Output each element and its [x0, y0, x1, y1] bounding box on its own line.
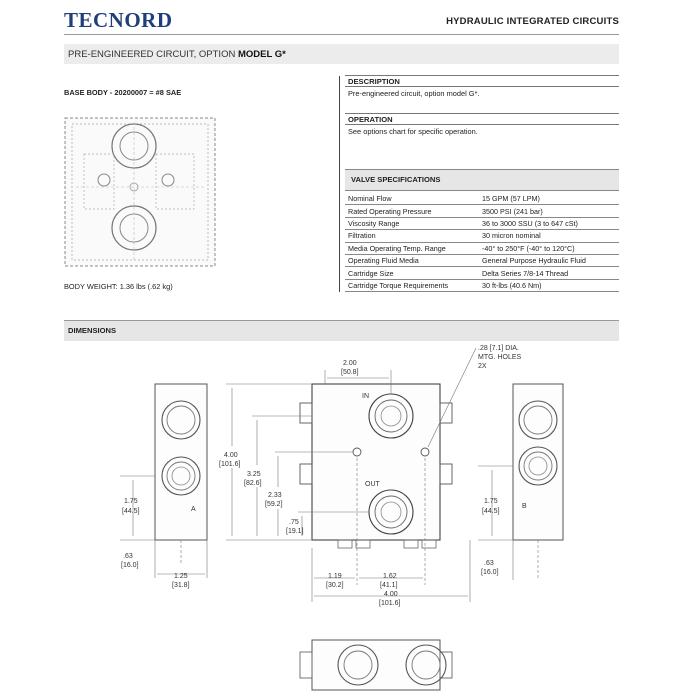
description-rule [345, 75, 619, 76]
bottom-400-mm: [101.6] [379, 600, 401, 607]
port-b-label: B [522, 503, 527, 510]
spec-row [345, 193, 619, 205]
holes-note-line-2: MTG. HOLES [478, 354, 522, 361]
left-side-view [120, 384, 207, 589]
spec-value: 36 to 3000 SSU (3 to 647 cSt) [479, 217, 619, 229]
dimensions-title: DIMENSIONS [68, 326, 117, 335]
front-view [219, 345, 522, 607]
holes-note-line-3: 2X [478, 363, 487, 370]
spec-value: 30 micron nominal [479, 230, 619, 242]
port-a-label: A [191, 506, 196, 513]
spec-row [345, 217, 619, 229]
height-075-value: .75 [289, 519, 299, 526]
left-125-value: 1.25 [174, 573, 188, 580]
spec-label: Operating Fluid Media [345, 254, 479, 266]
body-weight-label: BODY WEIGHT: 1.36 lbs (.62 kg) [64, 282, 173, 291]
spec-value: -40° to 250°F (-40° to 120°C) [479, 242, 619, 254]
left-125-mm: [31.8] [172, 582, 190, 589]
base-body-drawing [64, 114, 220, 270]
left-175-value: 1.75 [124, 498, 138, 505]
top-width-value: 2.00 [343, 360, 357, 367]
spec-label: Nominal Flow [345, 193, 479, 205]
right-side-view [478, 384, 563, 580]
category-title: HYDRAULIC INTEGRATED CIRCUITS [446, 16, 619, 27]
top-width-mm: [50.8] [341, 369, 359, 376]
height-total-value: 4.00 [224, 452, 238, 459]
height-total-mm: [101.6] [219, 461, 241, 468]
spec-value: General Purpose Hydraulic Fluid [479, 254, 619, 266]
right-063-mm: [16.0] [481, 569, 499, 576]
spec-value: Delta Series 7/8-14 Thread [479, 267, 619, 279]
valve-specifications-title: VALVE SPECIFICATIONS [351, 175, 441, 184]
operation-text: See options chart for specific operation. [348, 127, 478, 136]
port-out-label: OUT [365, 481, 380, 488]
model-name: MODEL G* [237, 49, 286, 60]
operation-title: OPERATION [348, 115, 393, 124]
spec-row [345, 205, 619, 217]
operation-rule [345, 113, 619, 114]
operation-underline [345, 124, 619, 125]
height-325-value: 3.25 [247, 471, 261, 478]
right-175-mm: [44.5] [482, 508, 500, 515]
spec-label: Viscosity Range [345, 217, 479, 229]
spec-row [345, 279, 619, 291]
spec-label: Rated Operating Pressure [345, 205, 479, 217]
holes-note-line-1: .28 [7.1] DIA. [478, 345, 519, 352]
dimensions-header [64, 320, 619, 341]
bottom-400-value: 4.00 [384, 591, 398, 598]
left-063-value: .63 [123, 553, 133, 560]
spec-row [345, 267, 619, 279]
spec-row [345, 254, 619, 266]
spec-value: 3500 PSI (241 bar) [479, 205, 619, 217]
height-233-mm: [59.2] [265, 501, 283, 508]
right-175-value: 1.75 [484, 498, 498, 505]
height-233-value: 2.33 [268, 492, 282, 499]
circuit-title [68, 49, 286, 60]
bottom-162-value: 1.62 [383, 573, 397, 580]
spec-value: 30 ft-lbs (40.6 Nm) [479, 279, 619, 291]
right-063-value: .63 [484, 560, 494, 567]
spec-value: 15 GPM (57 LPM) [479, 193, 619, 205]
column-divider [339, 76, 340, 292]
bottom-119-value: 1.19 [328, 573, 342, 580]
spec-label: Cartridge Size [345, 267, 479, 279]
left-175-mm: [44.5] [122, 508, 140, 515]
dimensions-drawing [0, 340, 700, 700]
height-075-mm: [19.1] [286, 528, 304, 535]
spec-label: Filtration [345, 230, 479, 242]
height-325-mm: [82.6] [244, 480, 262, 487]
spec-row [345, 242, 619, 254]
header-rule [64, 34, 619, 35]
port-in-label: IN [362, 393, 369, 400]
spec-label: Media Operating Temp. Range [345, 242, 479, 254]
bottom-119-mm: [30.2] [326, 582, 344, 589]
description-underline [345, 86, 619, 87]
description-title: DESCRIPTION [348, 77, 400, 86]
spec-label: Cartridge Torque Requirements [345, 279, 479, 291]
bottom-view [300, 640, 452, 690]
brand-logo: TECNORD [64, 8, 173, 32]
valve-specifications-table [345, 193, 619, 292]
left-063-mm: [16.0] [121, 562, 139, 569]
base-body-label: BASE BODY - 20200007 = #8 SAE [64, 88, 182, 97]
spec-row [345, 230, 619, 242]
bottom-162-mm: [41.1] [380, 582, 398, 589]
description-text: Pre-engineered circuit, option model G*. [348, 89, 480, 98]
circuit-title-prefix: PRE-ENGINEERED CIRCUIT, OPTION [68, 49, 236, 60]
